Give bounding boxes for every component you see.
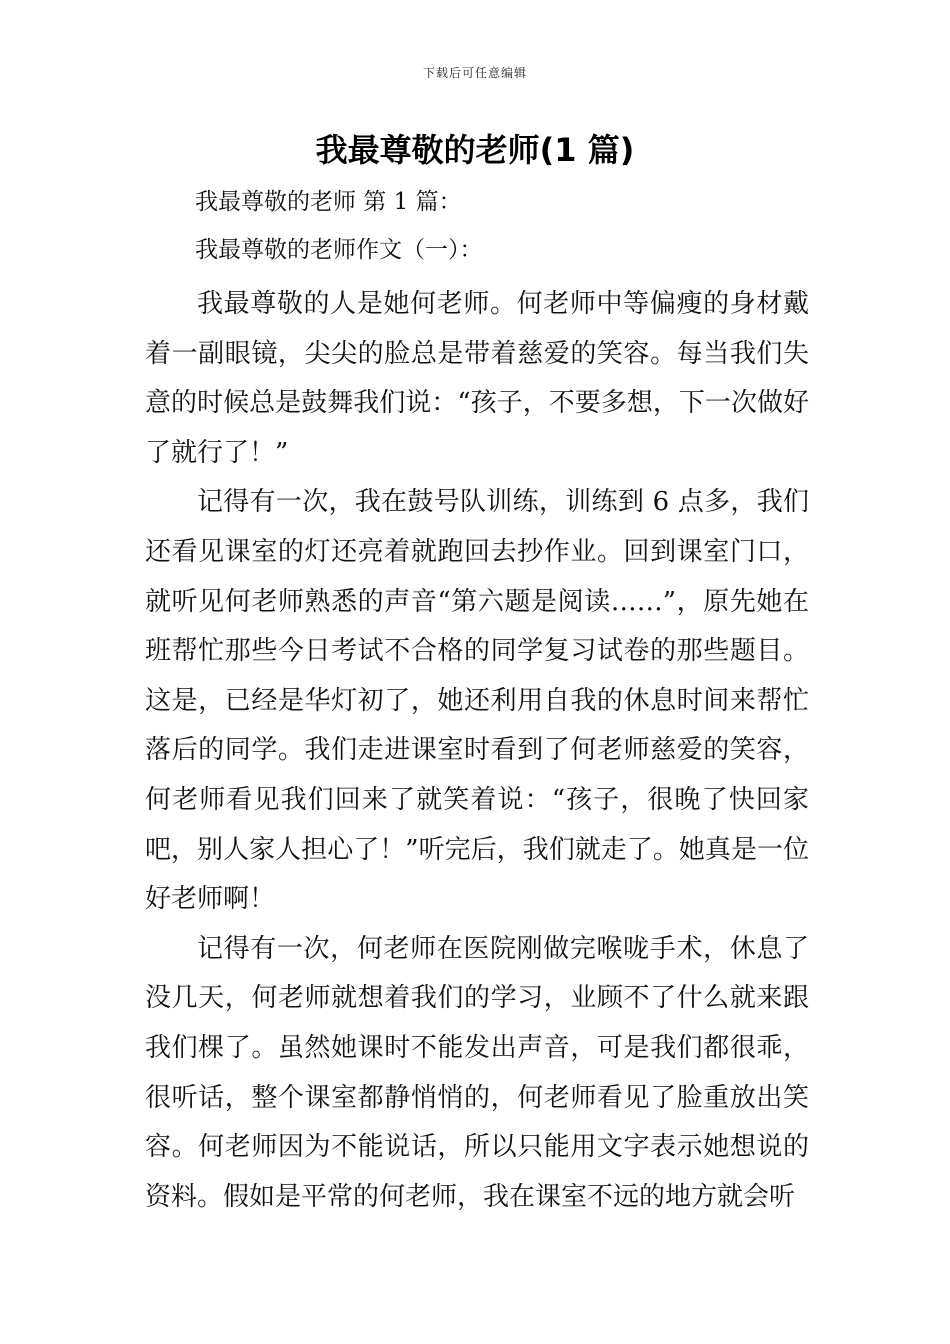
subheading-essay-1: 我最尊敬的老师作文（一）： [195, 237, 483, 263]
body-text [145, 280, 809, 1222]
paragraph: 我最尊敬的人是她何老师。何老师中等偏瘦的身材戴着一副眼镜，尖尖的脸总是带着慈爱的笑容。每当我们失意的时候总是鼓舞我们说：“孩子，不要多想，下一次做好了就行了！” [145, 289, 809, 468]
header-note: 下载后可任意编辑 [422, 66, 527, 80]
document-title: 我最尊敬的老师(1 篇) [315, 131, 635, 169]
paragraph: 记得有一次，何老师在医院刚做完喉咙手术，休息了没几天，何老师就想着我们的学习，业顾不了什么就来跟我们棵了。虽然她课时不能发出声音，可是我们都很乖，很听话，整个课室都静悄悄的，何老师看见了脸重放出笑容。何老师因为不能说话，所以只能用文字表示她想说的资料。假如是平常的何老师，我在课室不远的地方就会听 [145, 933, 809, 1212]
subheading-part-1: 我最尊敬的老师 第 1 篇： [195, 189, 462, 215]
paragraph: 记得有一次，我在鼓号队训练，训练到 6 点多，我们还看见课室的灯还亮着就跑回去抄作业。回到课室门口，就听见何老师熟悉的声音“第六题是阅读……”，原先她在班帮忙那些今日考试不合格的同学复习试卷的那些题目。这是，已经是华灯初了，她还利用自我的休息时间来帮忙落后的同学。我们走进课室时看到了何老师慈爱的笑容，何老师看见我们回来了就笑着说：“孩子，很晚了快回家吧，别人家人担心了！”听完后，我们就走了。她真是一位好老师啊！ [145, 487, 809, 915]
